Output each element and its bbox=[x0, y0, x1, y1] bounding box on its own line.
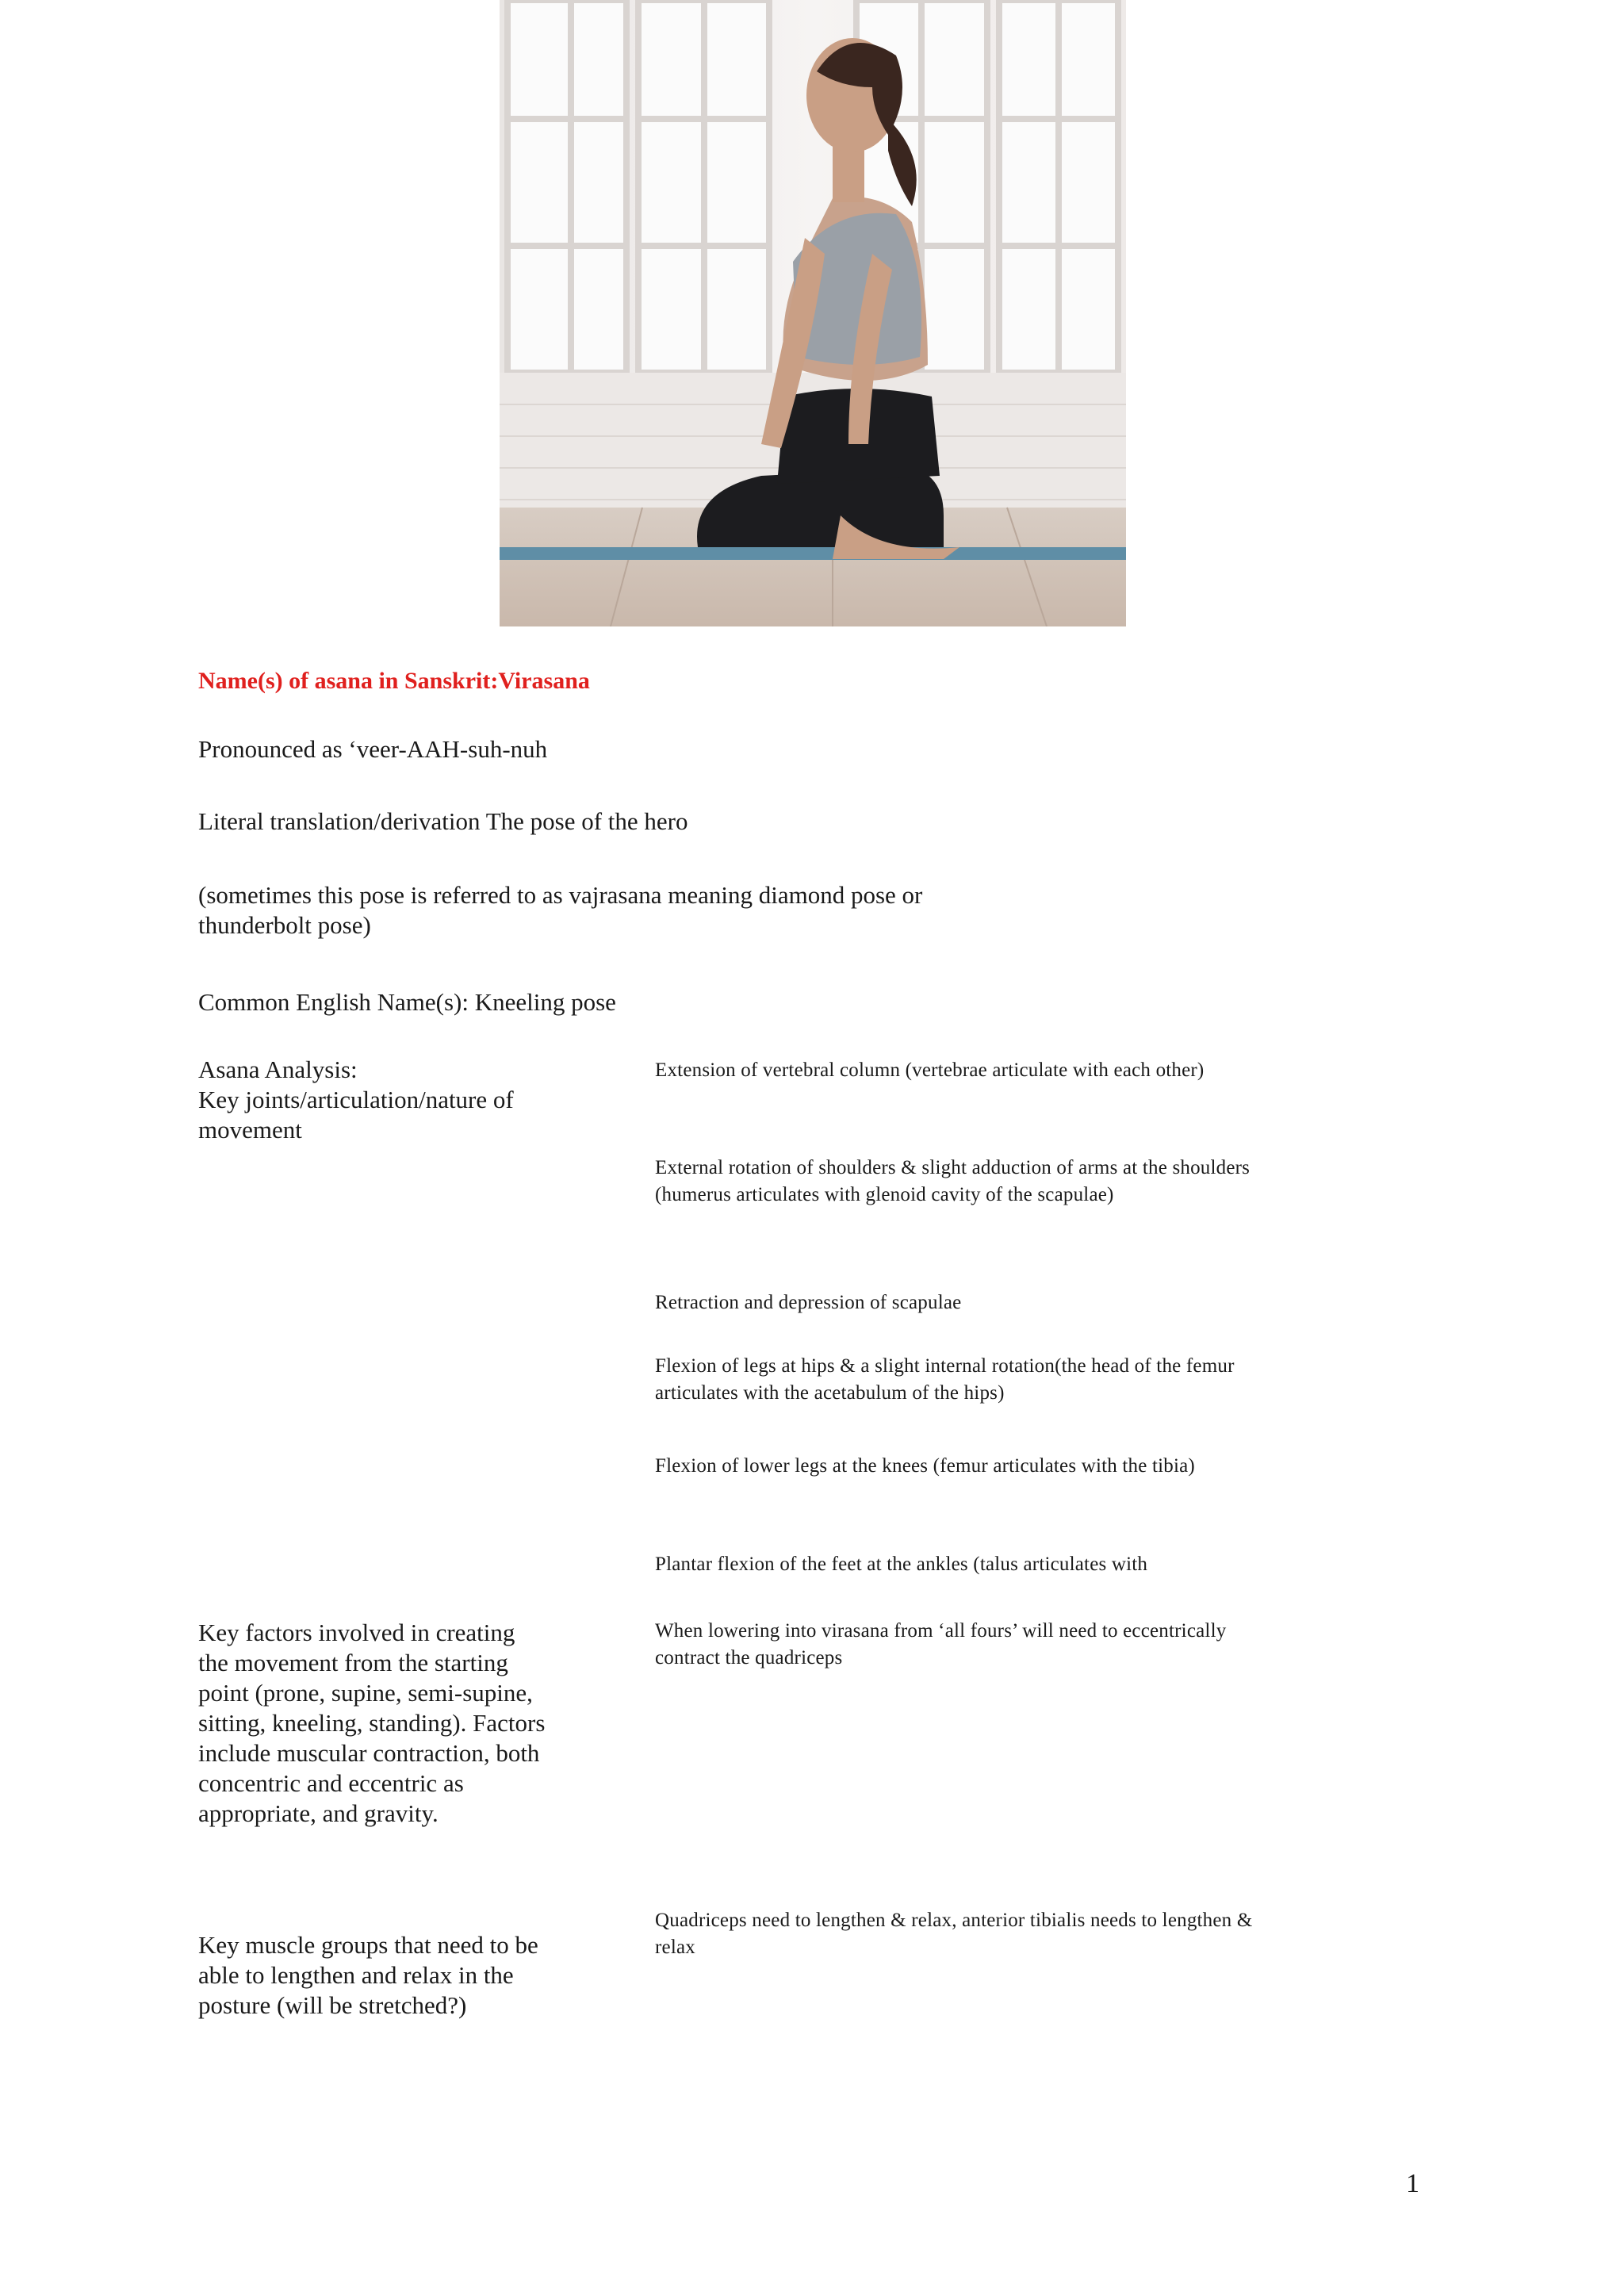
key-factors-label: Key factors involved in creating the movement from the starting point (prone, supine, semi-supine, sitting, kneeling, standing). Factors include muscular contraction, both concentric and eccentric as appropriate, and gravity. bbox=[198, 1619, 546, 1827]
asana-analysis-label bbox=[198, 1055, 563, 1145]
sanskrit-label: Name(s) of asana in Sanskrit: bbox=[198, 668, 499, 694]
analysis-item: External rotation of shoulders & slight adduction of arms at the shoulders (humerus articulates with glenoid cavity of the scapulae) bbox=[655, 1157, 1251, 1205]
key-factors-value: When lowering into virasana from ‘all fours’ will need to eccentrically contract the quadriceps bbox=[655, 1620, 1227, 1669]
analysis-item: Extension of vertebral column (vertebrae articulate with each other) bbox=[655, 1059, 1205, 1081]
analysis-item: Plantar flexion of the feet at the ankles (talus articulates with bbox=[655, 1554, 1148, 1575]
analysis-item: Flexion of lower legs at the knees (femur articulates with the tibia) bbox=[655, 1455, 1195, 1477]
asana-analysis-title: Asana Analysis: bbox=[198, 1056, 358, 1083]
key-muscles-value: Quadriceps need to lengthen & relax, anterior tibialis needs to lengthen & relax bbox=[655, 1910, 1253, 1958]
common-english-name: Common English Name(s): Kneeling pose bbox=[198, 988, 616, 1016]
analysis-item: Flexion of legs at hips & a slight internal rotation(the head of the femur articulates with the acetabulum of the hips) bbox=[655, 1355, 1235, 1404]
pronunciation: Pronounced as ‘veer-AAH-suh-nuh bbox=[198, 735, 548, 763]
key-muscles-label: Key muscle groups that need to be able to lengthen and relax in the posture (will be stretched?) bbox=[198, 1931, 538, 2019]
vajrasana-note: (sometimes this pose is referred to as vajrasana meaning diamond pose or thunderbolt pose) bbox=[198, 881, 923, 939]
page-number: 1 bbox=[1406, 2169, 1419, 2198]
literal-translation: Literal translation/derivation The pose of the hero bbox=[198, 807, 688, 835]
analysis-item: Retraction and depression of scapulae bbox=[655, 1292, 962, 1313]
sanskrit-name-heading bbox=[198, 668, 590, 695]
key-joints-label: Key joints/articulation/nature of movement bbox=[198, 1086, 514, 1144]
sanskrit-name: Virasana bbox=[498, 668, 590, 694]
yoga-pose-photo bbox=[500, 0, 1126, 626]
